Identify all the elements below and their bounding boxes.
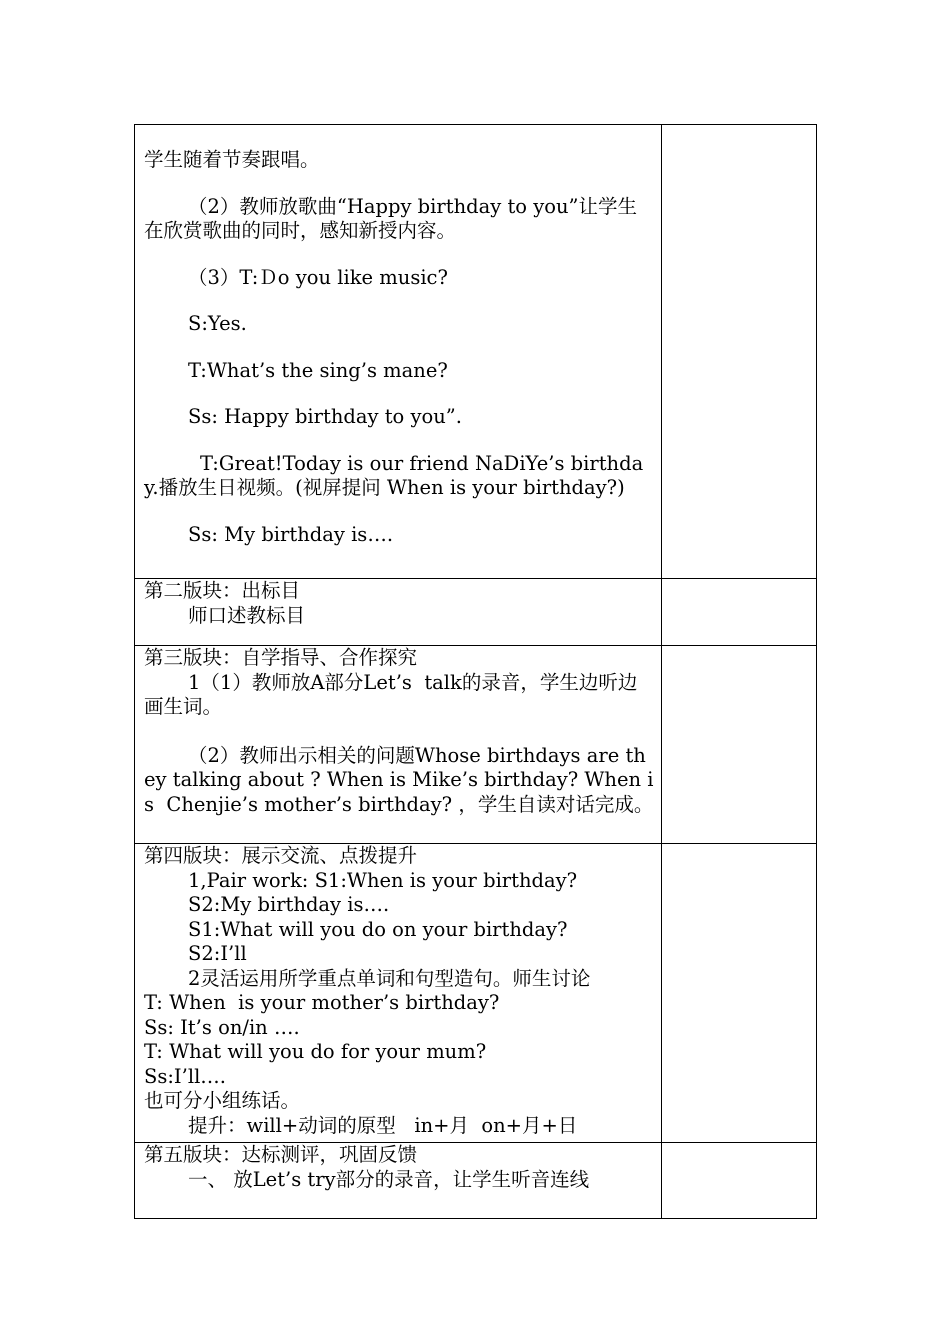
text-line: S1:What will you do on your birthday?: [188, 917, 568, 941]
content-cell: [135, 579, 662, 646]
text-line: T: When is your mother’s birthday?: [144, 991, 500, 1014]
text-line: 也可分小组练话。: [144, 1089, 301, 1112]
text-line: S2:My birthday is….: [188, 893, 390, 916]
text-line: 师口述教标目: [188, 603, 306, 627]
text-line: 学生随着节奏跟唱。: [144, 148, 320, 171]
text-line: S2:I’ll: [188, 942, 247, 965]
text-line: T:What’s the sing’s mane?: [188, 358, 448, 382]
text-line: （2）教师放歌曲“Happy birthday to you”让学生在欣赏歌曲的同时，感知新授内容。: [144, 194, 638, 242]
section-heading: 第五版块：达标测评，巩固反馈: [144, 1143, 418, 1166]
content-cell: [135, 1143, 662, 1219]
text-line: 提升：will+动词的原型 in+月 on+月+日: [188, 1113, 578, 1137]
notes-cell: [662, 125, 817, 579]
table-row: [135, 125, 817, 579]
text-line: 1（1）教师放A部分Let’s talk的录音，学生边听边画生词。: [144, 670, 638, 718]
text-line: Ss: My birthday is….: [188, 522, 394, 546]
notes-cell: [662, 579, 817, 646]
text-line: T: What will you do for your mum?: [144, 1040, 487, 1063]
notes-cell: [662, 646, 817, 844]
section-heading: 第二版块：出标目: [144, 579, 301, 602]
notes-cell: [662, 844, 817, 1143]
table-row: [135, 1143, 817, 1219]
text-line: 1,Pair work: S1:When is your birthday?: [188, 868, 578, 892]
lesson-plan-table: [134, 124, 817, 1219]
text-line: S:Yes.: [188, 312, 247, 335]
table-row: [135, 844, 817, 1143]
content-cell: [135, 844, 662, 1143]
text-line: T:Great!Today is our friend NaDiYe’s birthday.播放生日视频。(视屏提问 When is your birthday?): [144, 451, 644, 499]
text-line: Ss: It’s on/in ….: [144, 1015, 300, 1039]
table-row: [135, 579, 817, 646]
text-line: Ss: Happy birthday to you”.: [188, 405, 462, 428]
text-line: （3）T:Ｄo you like music?: [188, 265, 448, 289]
content-cell: [135, 646, 662, 844]
text-line: Ss:I’ll….: [144, 1064, 227, 1088]
section-heading: 第三版块：自学指导、合作探究: [144, 646, 418, 669]
notes-cell: [662, 1143, 817, 1219]
content-cell: [135, 125, 662, 579]
text-line: 一、 放Let’s try部分的录音，让学生听音连线: [188, 1167, 590, 1191]
table-row: [135, 646, 817, 844]
section-heading: 第四版块：展示交流、点拨提升: [144, 844, 418, 867]
text-line: （2）教师出示相关的问题Whose birthdays are they talking about ? When is Mike’s birthday? When is Chenjie’s mother’s birthday? ，学生自读对话完成。: [144, 743, 654, 816]
text-line: 2灵活运用所学重点单词和句型造句。师生讨论: [188, 966, 591, 990]
